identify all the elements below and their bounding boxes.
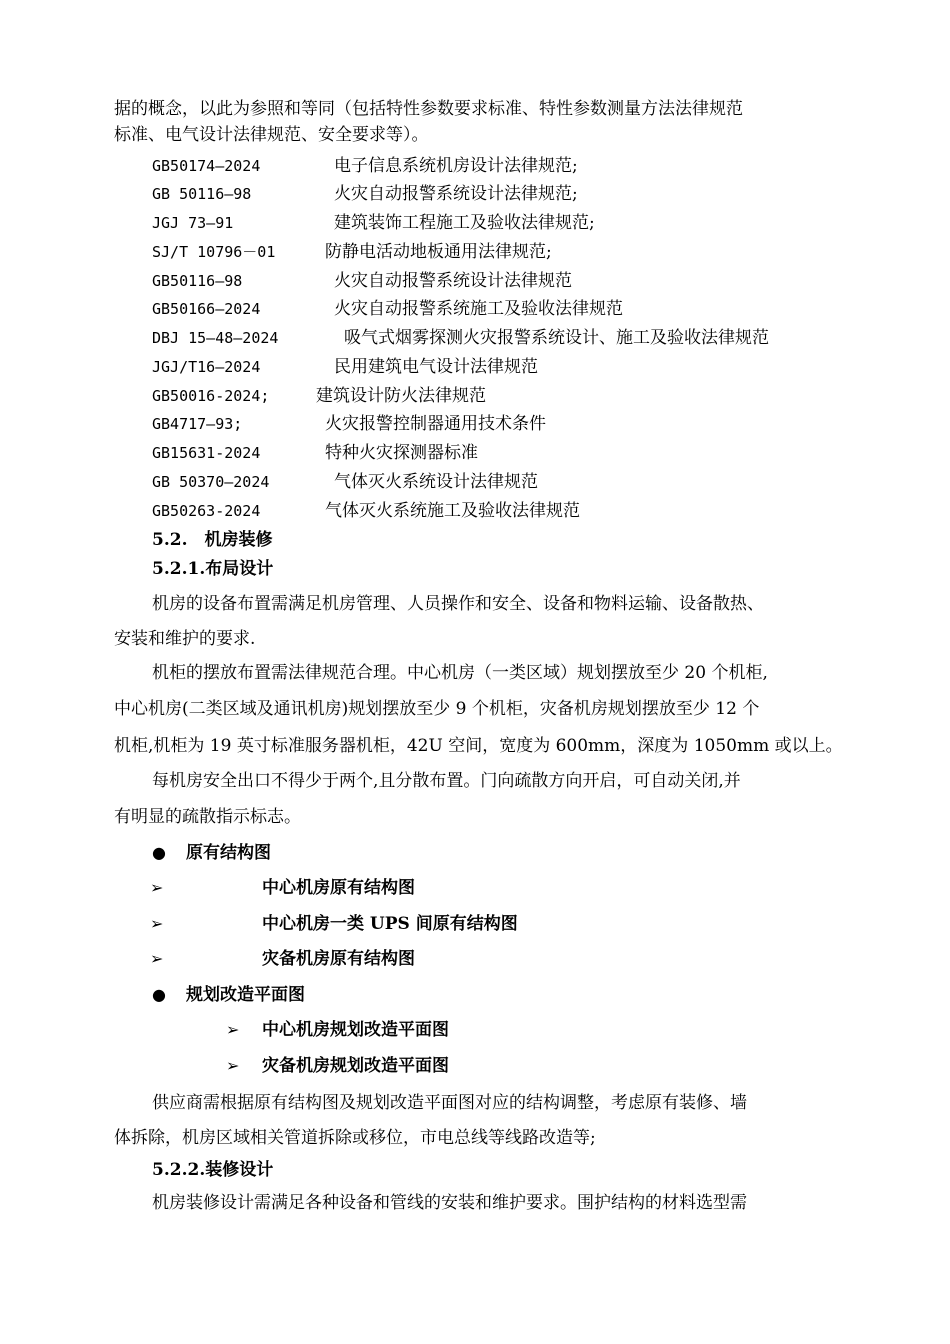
standard-title: 火灾自动报警系统施工及验收法律规范 (334, 299, 623, 319)
arrow-bullet-icon: ➢ (150, 949, 164, 968)
arrow-bullet-icon: ➢ (226, 1020, 240, 1039)
intro-line-2: 标准、电气设计法律规范、安全要求等）。 (114, 125, 429, 145)
plan-item: 中心机房规划改造平面图 (262, 1020, 449, 1040)
para2-line-3: 机柜,机柜为 19 英寸标准服务器机柜，42U 空间，宽度为 600mm，深度为 1050mm 或以上。 (114, 736, 843, 756)
section-heading-5-2: 5.2. 机房装修 (152, 530, 273, 550)
standard-title: 火灾自动报警系统设计法律规范; (334, 184, 578, 204)
standard-title: 气体灭火系统设计法律规范 (334, 472, 538, 492)
bullet-original-structure: 原有结构图 (186, 843, 271, 863)
standard-code: GB50263-2024 (152, 502, 261, 520)
section-heading-5-2-2: 5.2.2.装修设计 (152, 1160, 274, 1180)
standard-title: 气体灭火系统施工及验收法律规范 (325, 501, 580, 521)
para1-line-1: 机房的设备布置需满足机房管理、人员操作和安全、设备和物料运输、设备散热、 (152, 594, 764, 614)
bullet-dot-icon: ● (152, 843, 166, 862)
standard-title: 火灾自动报警系统设计法律规范 (334, 271, 572, 291)
standard-title: 防静电活动地板通用法律规范; (325, 242, 552, 262)
original-item: 中心机房一类 UPS 间原有结构图 (262, 914, 518, 934)
plan-item: 灾备机房规划改造平面图 (262, 1056, 449, 1076)
standard-code: GB4717—93; (152, 415, 243, 433)
para1-line-2: 安装和维护的要求. (114, 629, 256, 649)
arrow-bullet-icon: ➢ (150, 914, 164, 933)
standard-code: DBJ 15—48—2024 (152, 329, 279, 347)
bullet-dot-icon: ● (152, 985, 166, 1004)
standard-title: 民用建筑电气设计法律规范 (334, 357, 538, 377)
intro-line-1: 据的概念，以此为参照和等同（包括特性参数要求标准、特性参数测量方法法律规范 (114, 99, 743, 119)
para2-line-2: 中心机房(二类区域及通讯机房)规划摆放至少 9 个机柜，灾备机房规划摆放至少 12 个 (114, 699, 760, 719)
standard-code: GB50116—98 (152, 272, 243, 290)
original-item: 中心机房原有结构图 (262, 878, 415, 898)
standard-code: GB 50370—2024 (152, 473, 270, 491)
para3-line-2: 有明显的疏散指示标志。 (114, 807, 301, 827)
section-heading-5-2-1: 5.2.1.布局设计 (152, 559, 274, 579)
standard-title: 建筑设计防火法律规范 (316, 386, 486, 406)
standard-code: GB 50116—98 (152, 185, 252, 203)
standard-title: 特种火灾探测器标准 (325, 443, 478, 463)
bullet-plan: 规划改造平面图 (186, 985, 305, 1005)
para4-line-1: 供应商需根据原有结构图及规划改造平面图对应的结构调整，考虑原有装修、墙 (152, 1093, 747, 1113)
standard-code: GB50166—2024 (152, 300, 261, 318)
standard-code: SJ/T 10796－01 (152, 243, 276, 261)
standard-title: 吸气式烟雾探测火灾报警系统设计、施工及验收法律规范 (344, 328, 769, 348)
original-item: 灾备机房原有结构图 (262, 949, 415, 969)
para5-line-1: 机房装修设计需满足各种设备和管线的安装和维护要求。围护结构的材料选型需 (152, 1193, 747, 1213)
standard-title: 建筑装饰工程施工及验收法律规范; (334, 213, 595, 233)
standard-code: GB50174—2024 (152, 157, 261, 175)
para4-line-2: 体拆除，机房区域相关管道拆除或移位，市电总线等线路改造等; (114, 1128, 596, 1148)
para2-line-1: 机柜的摆放布置需法律规范合理。中心机房（一类区域）规划摆放至少 20 个机柜, (152, 663, 768, 683)
standard-code: GB15631-2024 (152, 444, 261, 462)
arrow-bullet-icon: ➢ (226, 1056, 240, 1075)
standard-code: JGJ 73—91 (152, 214, 234, 232)
arrow-bullet-icon: ➢ (150, 878, 164, 897)
standard-title: 电子信息系统机房设计法律规范; (334, 156, 578, 176)
standard-title: 火灾报警控制器通用技术条件 (325, 414, 546, 434)
standard-code: GB50016-2024; (152, 387, 270, 405)
standard-code: JGJ/T16—2024 (152, 358, 261, 376)
para3-line-1: 每机房安全出口不得少于两个,且分散布置。门向疏散方向开启，可自动关闭,并 (152, 771, 741, 791)
